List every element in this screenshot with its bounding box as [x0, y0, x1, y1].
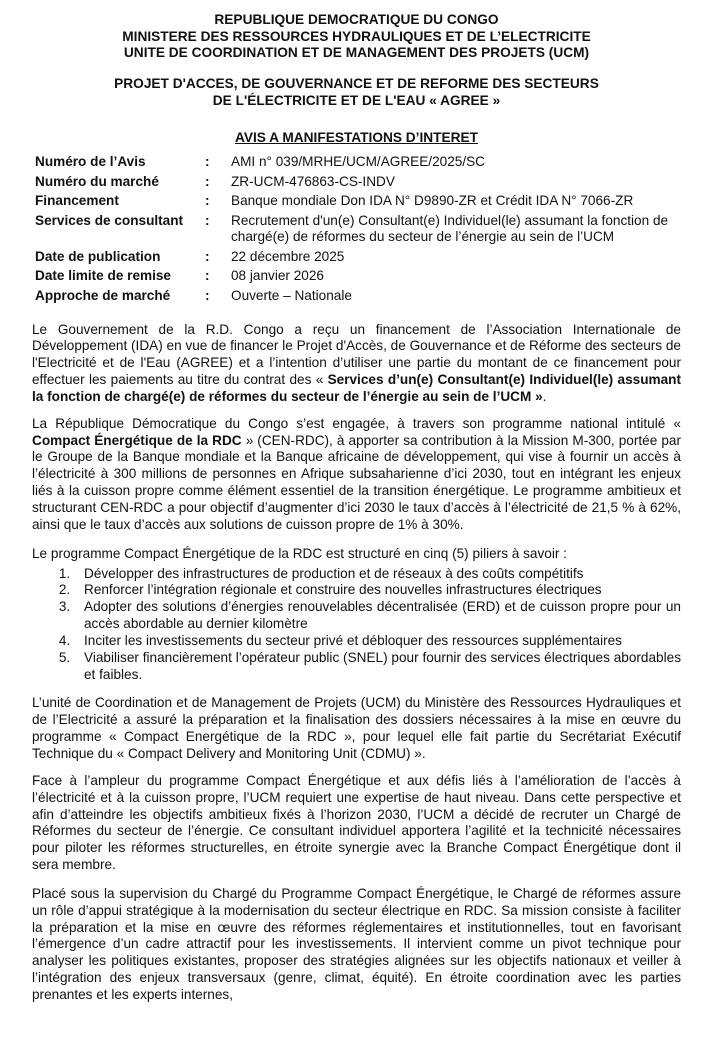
info-separator: : — [205, 193, 210, 209]
info-value: ZR-UCM-476863-CS-INDV — [231, 173, 395, 189]
info-value: 08 janvier 2026 — [231, 268, 324, 284]
info-value: Banque mondiale Don IDA N° D9890-ZR et Crédit IDA N° 7066-ZR — [231, 193, 634, 209]
info-row — [35, 249, 675, 269]
pillar-item: 5. Viabiliser financièrement l’opérateur public (SNEL) pour fournir des services électriques abordables et faibles. — [74, 650, 681, 684]
info-value: AMI n° 039/MRHE/UCM/AGREE/2025/SC — [231, 153, 485, 169]
info-row — [35, 213, 675, 249]
letterhead-country: REPUBLIQUE DEMOCRATIQUE DU CONGO — [214, 12, 499, 27]
info-row — [35, 154, 675, 174]
pillar-item: 2. Renforcer l’intégration régionale et construire des nouvelles infrastructures électriques — [74, 582, 681, 599]
paragraph-recruitment: Face à l’ampleur du programme Compact Énergétique et aux défis liés à l’amélioration de l’accès à l’électricité et à la cuisson propre, l’UCM requiert une expertise de haut niveau. Dans cette perspective et afin d’atteindre les objectifs ambitieux fixés à l’horizon 2030, l’UCM a décidé de recruter un Chargé de Réformes du secteur de l’énergie. Ce consultant individuel apportera l’agilité et la technicité nécessaires pour piloter les réformes structurelles, en étroite synergie avec la Branche Compact Énergétique dont il sera membre. — [32, 772, 681, 873]
paragraph-compact-rest: » (CEN-RDC), à apporter sa contribution à la Mission M-300, portée par le Groupe de la Banque mondiale et la Banque africaine de développement, qui vise à fournir un accès à l’électricité à 300 millions de personnes en Afrique subsaharienne d’ici 2030, tout en intégrant les enjeux liés à la cuisson propre comme élément essentiel de la transition énergétique. Le programme ambitieux et structurant CEN-RDC a pour objectif d’augmenter d’ici 2030 le taux d’accès à l’électricité de 21,5 % à 62%, ainsi que le taux d’accès aux solutions de cuisson propre de 1% à 30%. — [32, 432, 681, 532]
project-title — [32, 76, 681, 109]
info-label: Numéro de l’Avis — [35, 153, 146, 169]
project-title-line-2: DE L'ÉLECTRICITE ET DE L'EAU « AGREE » — [212, 92, 501, 108]
info-label: Date de publication — [35, 248, 161, 264]
pillar-item: 1. Développer des infrastructures de production et de réseaux à des coûts compétitifs — [74, 566, 681, 583]
paragraph-compact — [32, 416, 681, 534]
info-separator: : — [205, 173, 210, 189]
info-label: Financement — [35, 193, 119, 209]
pillar-item: 4. Inciter les investissements du secteur privé et débloquer des ressources supplémentaires — [74, 633, 681, 650]
paragraph-mission: Placé sous la supervision du Chargé du Programme Compact Énergétique, le Chargé de réformes assure un rôle d’appui stratégique à la modernisation du secteur électrique en RDC. Sa mission consiste à faciliter la préparation et la mise en œuvre des réformes réglementaires et institutionnelles, tout en favorisant l’émergence d’un cadre attractif pour les investissements. Il intervient comme un pivot technique pour analyser les politiques existantes, proposer des stratégies alignées sur les objectifs nationaux et veiller à l’intégration des enjeux transversaux (genre, climat, équité). En étroite coordination avec les parties prenantes et les experts internes, — [32, 885, 681, 1002]
paragraph-financing — [32, 322, 681, 406]
info-label: Approche de marché — [35, 288, 171, 303]
paragraph-pillars-intro: Le programme Compact Énergétique de la RDC est structuré en cinq (5) piliers à savoir : — [32, 545, 567, 561]
info-separator: : — [205, 288, 210, 303]
letterhead — [32, 12, 681, 62]
info-value: Ouverte – Nationale — [231, 288, 352, 303]
notice-info-table — [35, 154, 675, 308]
paragraph-financing-services: Services d’un(e) Consultant(e) Individuel(le) assumant la fonction de chargé(e) de réformes du secteur de l’énergie au sein de l’UCM » — [32, 372, 681, 404]
info-label: Date limite de remise — [35, 268, 171, 284]
info-separator: : — [205, 153, 210, 169]
info-separator: : — [205, 248, 210, 264]
info-row — [35, 288, 675, 308]
info-separator: : — [205, 268, 210, 284]
pillar-item: 3. Adopter des solutions d’énergies renouvelables décentralisée (ERD) et de cuisson propre pour un accès abordable au dernier kilomètre — [74, 599, 681, 633]
info-row — [35, 174, 675, 194]
info-value: 22 décembre 2025 — [231, 248, 345, 264]
info-label: Services de consultant — [35, 212, 184, 228]
paragraph-compact-start: La République Démocratique du Congo s’est engagée, à travers son programme national intitulé « — [32, 415, 681, 431]
paragraph-compact-name: Compact Énergétique de la RDC — [32, 432, 242, 448]
letterhead-ministry: MINISTERE DES RESSOURCES HYDRAULIQUES ET DE L’ELECTRICITE — [122, 28, 591, 44]
letterhead-unit: UNITE DE COORDINATION ET DE MANAGEMENT DES PROJETS (UCM) — [123, 45, 590, 61]
paragraph-ucm: L’unité de Coordination et de Management de Projets (UCM) du Ministère des Ressources Hydrauliques et de l’Electricité a assuré la préparation et la finalisation des dossiers nécessaires à la mise en œuvre du programme « Compact Energétique de la RDC », pour lequel elle fait partie du Secrétariat Exécutif Technique du « Compact Delivery and Monitoring Unit (CDMU) ». — [32, 695, 681, 761]
paragraph-financing-end: . — [542, 388, 547, 404]
project-title-line-1: PROJET D'ACCES, DE GOUVERNANCE ET DE REFORME DES SECTEURS — [114, 76, 599, 92]
paragraph-financing-text: Le Gouvernement de la R.D. Congo a reçu un financement de l’Association Internationale de Développement (IDA) en vue de financer le Projet d'Accès, de Gouvernance et de Réforme des secteurs de l'Electricité et de l'Eau (AGREE) et a l’intention d’utiliser une partie du montant de ce financement pour effectuer les paiements au titre du contrat des « — [32, 321, 681, 388]
info-row — [35, 193, 675, 213]
notice-title: AVIS A MANIFESTATIONS D’INTERET — [234, 129, 479, 145]
info-separator: : — [205, 212, 210, 228]
info-row — [35, 268, 675, 288]
info-label: Numéro du marché — [35, 173, 159, 189]
pillars-list — [32, 566, 681, 684]
info-value: Recrutement d'un(e) Consultant(e) Individuel(le) assumant la fonction de chargé(e) de réformes du secteur de l’énergie au sein de l’UCM — [231, 212, 669, 245]
